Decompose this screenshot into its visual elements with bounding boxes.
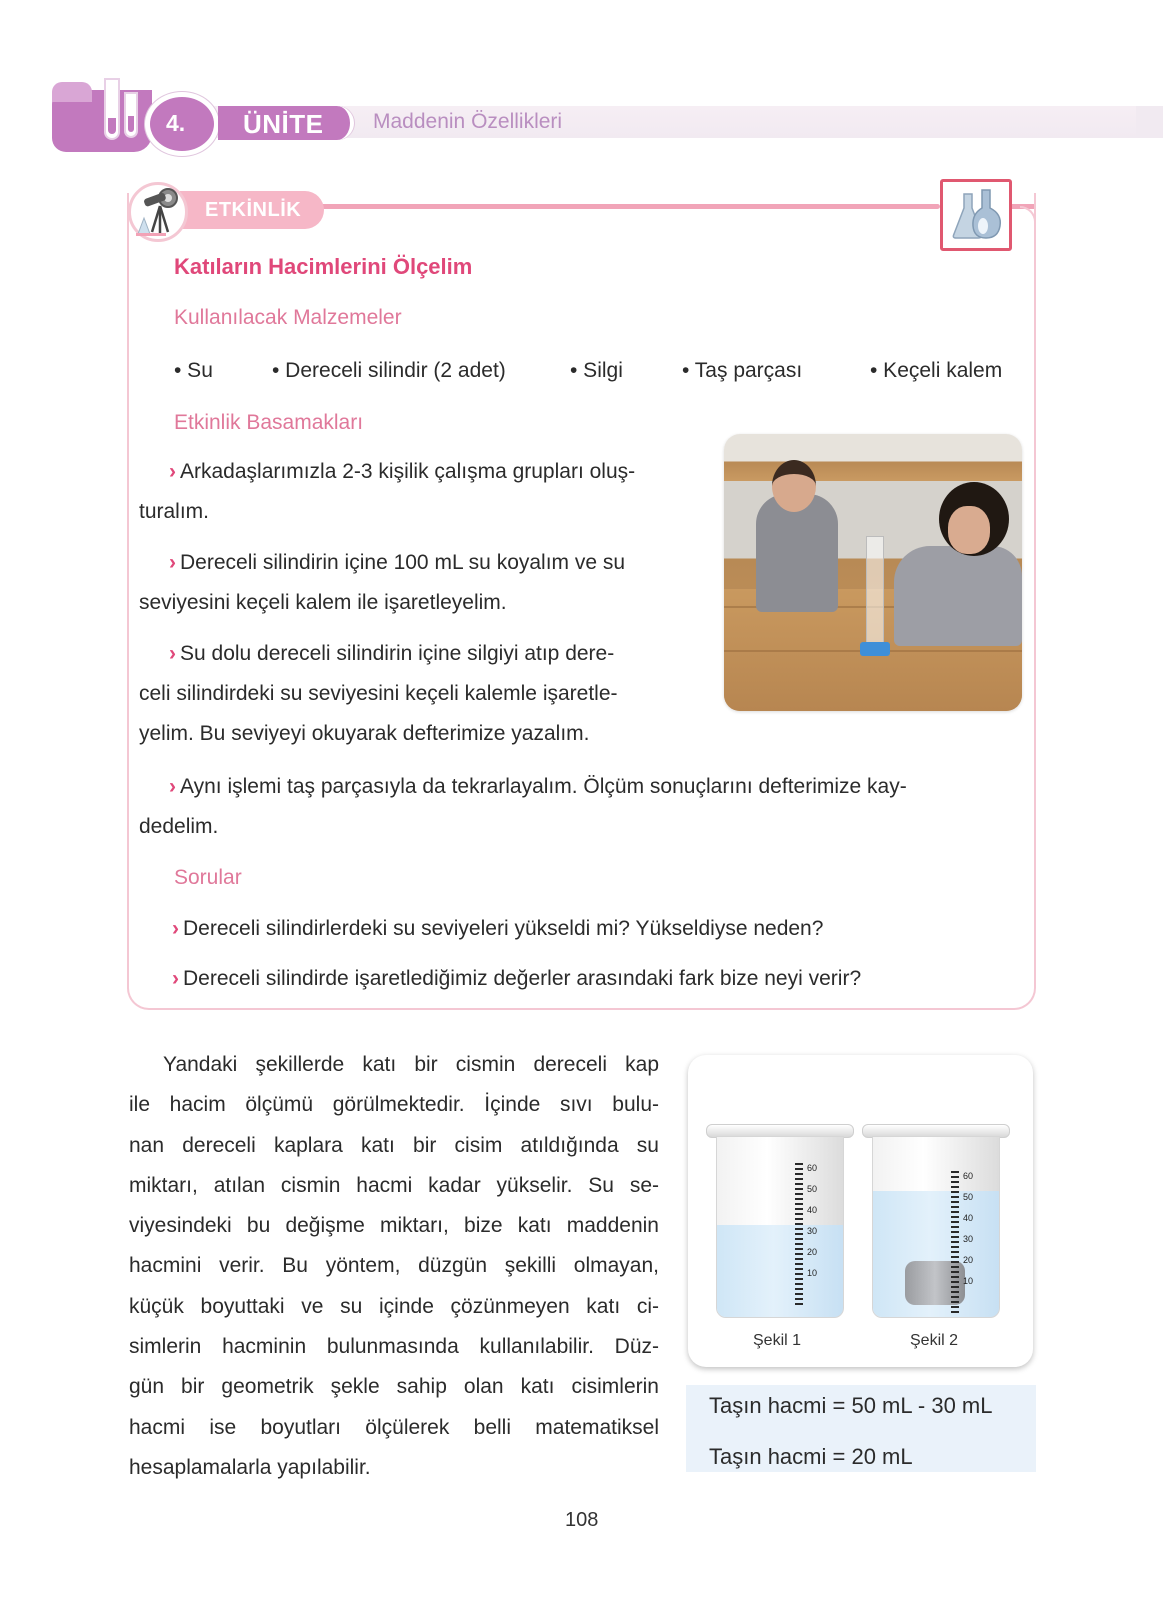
unit-title: Maddenin Özellikleri xyxy=(373,110,563,133)
materials-heading: Kullanılacak Malzemeler xyxy=(174,306,402,329)
activity-step: › Arkadaşlarımızla 2-3 kişilik çalışma grupları oluş- turalım. xyxy=(139,460,636,523)
formula-line: Taşın hacmi = 50 mL - 30 mL xyxy=(709,1393,993,1418)
telescope-icon xyxy=(134,186,184,238)
chevron-right-icon: › xyxy=(169,460,176,483)
activity-step: › Dereceli silindirin içine 100 mL su koyalım ve su seviyesini keçeli kalem ile işaretleyelim. xyxy=(139,551,626,614)
material-item: • Keçeli kalem xyxy=(870,359,1003,382)
chevron-right-icon: › xyxy=(172,917,179,940)
material-item: • Su xyxy=(174,359,213,382)
page-number: 108 xyxy=(565,1509,599,1531)
chevron-right-icon: › xyxy=(169,551,176,574)
material-item: • Taş parçası xyxy=(682,359,803,382)
activity-title: Katıların Hacimlerini Ölçelim xyxy=(174,254,473,279)
chevron-right-icon: › xyxy=(172,967,179,990)
question-item: › Dereceli silindirde işaretlediğimiz değerler arasındaki fark bize neyi verir? xyxy=(172,967,862,990)
steps-heading: Etkinlik Basamakları xyxy=(174,411,364,434)
students-experiment-photo xyxy=(724,434,1022,711)
question-item: › Dereceli silindirlerdeki su seviyeleri yükseldi mi? Yükseldiyse neden? xyxy=(172,917,824,940)
unit-header-band-end xyxy=(1136,106,1163,138)
test-tube-icon xyxy=(124,92,138,138)
activity-top-rule xyxy=(300,204,940,209)
unit-number: 4. xyxy=(166,110,186,136)
activity-badge-label: ETKİNLİK xyxy=(205,199,302,221)
activity-step: › Su dolu dereceli silindirin içine silgiyi atıp dere- celi silindirdeki su seviyesini keçeli kalemle işaretle- yelim. Bu seviyeyi okuyarak defterimize yazalım. xyxy=(139,642,618,745)
material-item: • Dereceli silindir (2 adet) xyxy=(272,359,506,382)
activity-step: › Aynı işlemi taş parçasıyla da tekrarlayalım. Ölçüm sonuçlarını defterimize kay- dedelim. xyxy=(139,775,907,838)
figure-caption: Şekil 2 xyxy=(910,1332,959,1349)
formula-line: Taşın hacmi = 20 mL xyxy=(709,1444,913,1469)
questions-heading: Sorular xyxy=(174,866,242,889)
test-tube-icon xyxy=(104,78,120,140)
flask-icon xyxy=(948,186,1006,244)
unit-label: ÜNİTE xyxy=(243,109,324,139)
beaker-figure-1: 60 50 40 30 20 10 xyxy=(712,1124,848,1320)
materials-list xyxy=(174,359,1029,389)
explanation-paragraph: Yandaki şekillerde katı bir cismin dereceli kap ile hacim ölçümü görülmektedir. İçinde sıvı bulu- nan dereceli kaplara katı bir cisim atıldığında su miktarı, atılan cismin hacmi kadar yükselir. Su se- viyesindeki bu değişme miktarı, bize katı maddenin hacmini verir. Bu yöntem, düzgün şekilli olmayan, küçük boyuttaki ve su içinde çözünmeyen katı ci- simlerin hacminin bulunmasında kullanılabilir. Düz- gün bir geometrik şekle sahip olan katı cisimlerin hacmi ise boyutları ölçülerek belli matematiksel hesaplamalarla yapılabilir. xyxy=(129,1053,659,1479)
chevron-right-icon: › xyxy=(169,775,176,798)
beaker-figure-2: 60 50 40 30 20 10 xyxy=(868,1124,1004,1320)
chevron-right-icon: › xyxy=(169,642,176,665)
material-item: • Silgi xyxy=(570,359,623,382)
figure-caption: Şekil 1 xyxy=(753,1332,802,1349)
